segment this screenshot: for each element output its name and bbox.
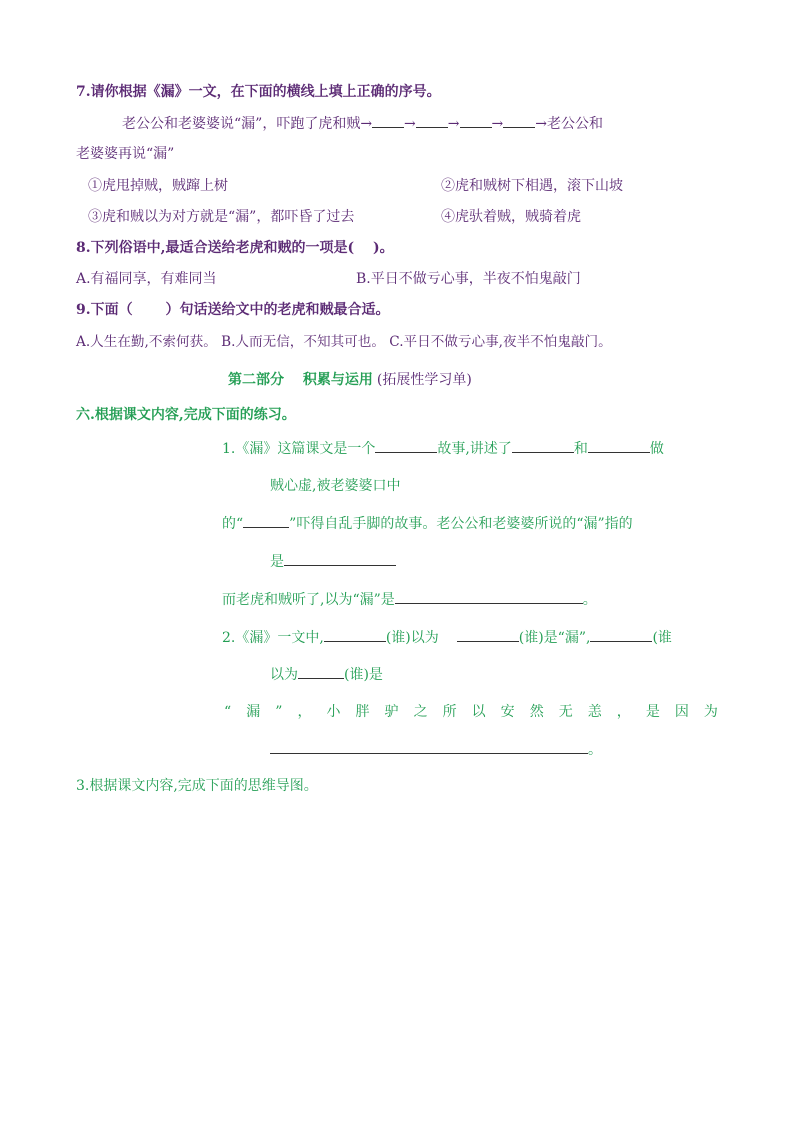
q7-title: 7.请你根据《漏》一文，在下面的横线上填上正确的序号。 [76,84,441,100]
item2-line3-char: 所 [442,704,457,720]
q7-line2: 老婆婆再说“漏” [76,146,175,162]
item2-line2 [270,664,383,685]
item2-blank-4[interactable] [298,664,344,679]
item2-line2-a: 以为 [270,667,298,683]
item1-blank-belief[interactable] [395,589,583,604]
q9-title: 9.下面（ ）句话送给文中的老虎和贼最合适。 [76,302,390,318]
item2-line3-char: ， [616,704,631,720]
item2-line4-end: 。 [588,742,602,758]
item1-blank-who-2[interactable] [588,438,650,453]
part2-heading-line [228,370,472,390]
item2-line3-char: “ [224,704,232,720]
item2-line3 [224,702,718,722]
item2-line3-char: 是 [645,704,660,720]
q8-option-a: A.有福同享，有难同当 [76,271,217,287]
item1-line4 [270,551,396,572]
q7-arrow-1: → [404,116,416,132]
item2-line3-char: 小 [326,704,341,720]
item2-line3-char: 驴 [384,704,399,720]
item1-line3-b: ”吓得自乱手脚的故事。老公公和老婆婆所说的“漏”指的 [289,516,633,532]
item2-blank-2[interactable] [457,627,519,642]
q8-title: 8.下列俗语中,最适合送给老虎和贼的一项是( )。 [76,240,394,256]
item2-blank-3[interactable] [590,627,652,642]
item3-text: 3.根据课文内容,完成下面的思维导图。 [76,778,318,794]
q7-arrow-4: → [535,116,547,132]
item1-blank-meaning[interactable] [284,551,396,566]
item1-blank-who-1[interactable] [512,438,574,453]
q7-arrow-3: → [491,116,504,132]
item1-line2: 贼心虚,被老婆婆口中 [270,478,401,494]
q7-line1-end: 老公公和 [546,116,603,132]
item2-line3-char: 胖 [355,704,370,720]
q7-blank-1[interactable] [372,113,404,128]
part2-subheading: (拓展性学习单) [376,372,472,388]
q7-blank-4[interactable] [503,113,535,128]
item1-line5 [222,589,597,610]
item1-line4-text: 是 [270,554,284,570]
item1-blank-story-type[interactable] [375,438,437,453]
item2-line3-char: 因 [674,704,689,720]
item1-line5-b: 。 [582,592,597,608]
q7-sequence-line [122,113,603,134]
q8-option-b: B.平日不做亏心事，半夜不怕鬼敲门 [356,271,581,287]
q7-blank-2[interactable] [416,113,448,128]
item2-line2-b: (谁)是 [344,667,383,683]
item2-line4 [270,739,602,760]
item2-blank-1[interactable] [324,627,386,642]
q7-arrow-2: → [447,116,460,132]
item1-text-d: 做 [649,441,664,457]
q7-option-4: ④虎驮着贼，贼骑着虎 [441,209,581,225]
item1-line5-a: 而老虎和贼听了,以为“漏”是 [222,592,395,608]
item2-line3-char: 然 [529,704,544,720]
item1-line3 [222,513,633,534]
item1-line3-a: 的“ [222,516,244,532]
q7-blank-3[interactable] [460,113,492,128]
section6-title: 六.根据课文内容,完成下面的练习。 [76,407,296,423]
item1-blank-word[interactable] [243,513,289,528]
item2-blank-reason[interactable] [270,739,588,754]
item2-line3-char: 为 [703,704,718,720]
item2-line3-char: 之 [413,704,428,720]
item2-text-c: (谁)是“漏”, [518,630,591,646]
q7-option-1: ①虎甩掉贼，贼蹿上树 [88,178,228,194]
item1-text-c: 和 [573,441,588,457]
item2-line1 [222,627,672,648]
q7-option-3: ③虎和贼以为对方就是“漏”，都吓昏了过去 [88,209,355,225]
q9-options: A.人生在勤,不索何获。 B.人而无信，不知其可也。 C.平日不做亏心事,夜半不怕鬼敲门。 [76,334,612,350]
item2-text-a: 2.《漏》一文中, [222,630,324,646]
item2-text-b: (谁)以为 [385,630,439,646]
item1-text-b: 故事,讲述了 [437,441,512,457]
item2-line3-char: ” [275,704,283,720]
item2-line3-char: 无 [558,704,573,720]
item2-line3-char: 恙 [587,704,602,720]
part2-heading: 第二部分 积累与运用 [228,372,373,388]
item2-line3-char: ， [297,704,312,720]
item2-line3-char: 以 [471,704,486,720]
item2-line3-char: 安 [500,704,515,720]
q7-option-2: ②虎和贼树下相遇，滚下山坡 [441,178,623,194]
item1-line1 [222,438,664,459]
item2-text-d: (谁 [652,630,672,646]
q7-line1-start: 老公公和老婆婆说“漏”，吓跑了虎和贼→ [122,116,373,132]
item2-line3-char: 漏 [246,704,261,720]
item1-text-a: 1.《漏》这篇课文是一个 [222,441,376,457]
